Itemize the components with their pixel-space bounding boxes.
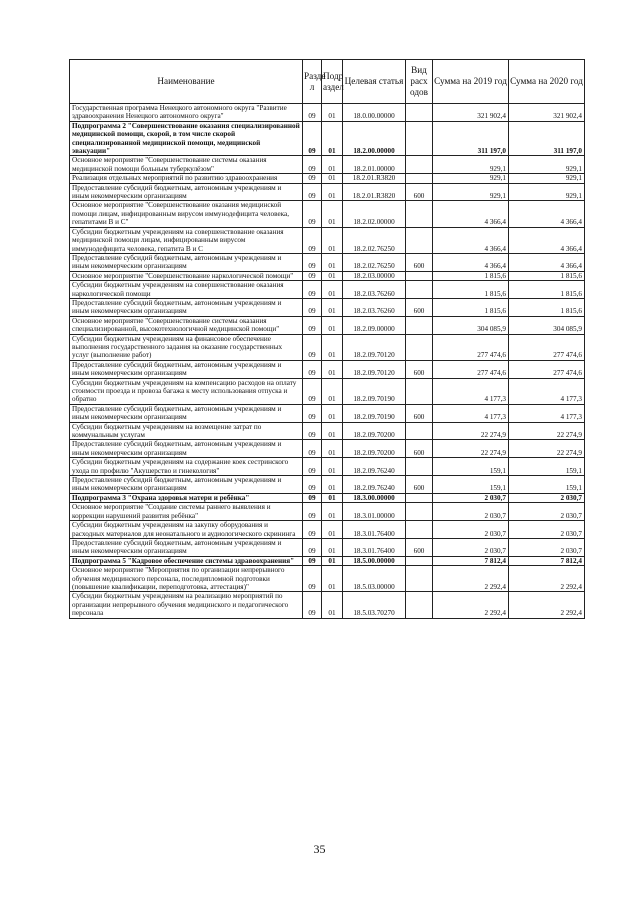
- cell-target: 18.2.01.00000: [343, 156, 406, 174]
- cell-sum-2019: 1 815,6: [433, 271, 509, 280]
- cell-expense-type: 600: [406, 360, 433, 378]
- cell-expense-type: [406, 271, 433, 280]
- cell-subsection: 01: [322, 271, 343, 280]
- cell-expense-type: [406, 458, 433, 476]
- table-row: [70, 422, 585, 440]
- cell-sum-2020: 4 177,3: [509, 378, 585, 404]
- cell-sum-2020: 277 474,6: [509, 334, 585, 360]
- cell-target: 18.2.09.76240: [343, 476, 406, 494]
- cell-target: 18.2.09.70200: [343, 422, 406, 440]
- cell-section: 09: [303, 201, 322, 227]
- table-row: [70, 298, 585, 316]
- cell-target: 18.2.02.00000: [343, 201, 406, 227]
- table-row: [70, 404, 585, 422]
- page-number: 35: [313, 842, 326, 856]
- cell-name: Основное мероприятие "Создание системы раннего выявления и коррекции нарушений развития ребёнка": [70, 503, 303, 521]
- cell-expense-type: [406, 281, 433, 299]
- cell-section: 09: [303, 281, 322, 299]
- cell-name: Реализация отдельных мероприятий по развитию здравоохранения: [70, 174, 303, 183]
- cell-target: 18.5.03.00000: [343, 566, 406, 592]
- cell-expense-type: [406, 378, 433, 404]
- cell-sum-2019: 277 474,6: [433, 360, 509, 378]
- cell-section: 09: [303, 253, 322, 271]
- cell-name: Основное мероприятие "Совершенствование системы оказания медицинской помощи больным туберкулёзом": [70, 156, 303, 174]
- cell-subsection: 01: [322, 592, 343, 618]
- cell-target: 18.2.09.70120: [343, 334, 406, 360]
- cell-sum-2020: 1 815,6: [509, 281, 585, 299]
- cell-subsection: 01: [322, 253, 343, 271]
- cell-subsection: 01: [322, 476, 343, 494]
- cell-sum-2020: 2 030,7: [509, 493, 585, 502]
- cell-expense-type: 600: [406, 183, 433, 201]
- cell-name: Предоставление субсидий бюджетным, автономным учреждениям и иным некоммерческим организациям: [70, 360, 303, 378]
- table-row: [70, 592, 585, 618]
- header-sum-2020: Сумма на 2020 год: [509, 60, 585, 104]
- cell-subsection: 01: [322, 281, 343, 299]
- cell-sum-2019: 321 902,4: [433, 104, 509, 122]
- cell-name: Подпрограмма 2 "Совершенствование оказания специализированной медицинской помощи, скорой, в том числе скорой специализированной медицинской помощи, медицинской эвакуации": [70, 121, 303, 156]
- table-row: [70, 281, 585, 299]
- cell-target: 18.2.00.00000: [343, 121, 406, 156]
- table-row: [70, 360, 585, 378]
- cell-sum-2019: 929,1: [433, 156, 509, 174]
- cell-sum-2019: 22 274,9: [433, 440, 509, 458]
- cell-sum-2019: 159,1: [433, 476, 509, 494]
- cell-section: 09: [303, 538, 322, 556]
- cell-name: Предоставление субсидий бюджетным, автономным учреждениям и иным некоммерческим организациям: [70, 183, 303, 201]
- cell-sum-2019: 4 177,3: [433, 404, 509, 422]
- cell-subsection: 01: [322, 316, 343, 334]
- cell-subsection: 01: [322, 378, 343, 404]
- header-name: Наименование: [70, 60, 303, 104]
- table-row: [70, 174, 585, 183]
- table-row: [70, 521, 585, 539]
- cell-section: 09: [303, 271, 322, 280]
- cell-expense-type: [406, 503, 433, 521]
- cell-subsection: 01: [322, 404, 343, 422]
- header-target: Целевая статья: [343, 60, 406, 104]
- cell-sum-2019: 22 274,9: [433, 422, 509, 440]
- cell-section: 09: [303, 183, 322, 201]
- cell-expense-type: [406, 556, 433, 565]
- cell-target: 18.2.09.70200: [343, 440, 406, 458]
- cell-name: Основное мероприятие "Мероприятия по организации непрерывного обучения медицинского персонала, последипломной подготовки (повышение квалификации, переподготовка, аттестация)": [70, 566, 303, 592]
- cell-section: 09: [303, 316, 322, 334]
- cell-expense-type: [406, 316, 433, 334]
- cell-subsection: 01: [322, 156, 343, 174]
- cell-name: Предоставление субсидий бюджетным, автономным учреждениям и иным некоммерческим организациям: [70, 476, 303, 494]
- table-row: [70, 201, 585, 227]
- table-row: [70, 538, 585, 556]
- table-row: [70, 440, 585, 458]
- cell-name: Основное мероприятие "Совершенствование системы оказания специализированной, высокотехнологичной медицинской помощи": [70, 316, 303, 334]
- cell-sum-2019: 2 292,4: [433, 566, 509, 592]
- cell-name: Субсидии бюджетным учреждениям на финансовое обеспечение выполнения государственного задания на оказание государственных услуг (выполнение работ): [70, 334, 303, 360]
- cell-expense-type: [406, 566, 433, 592]
- cell-expense-type: [406, 121, 433, 156]
- cell-sum-2020: 159,1: [509, 476, 585, 494]
- cell-expense-type: 600: [406, 404, 433, 422]
- cell-sum-2020: 22 274,9: [509, 440, 585, 458]
- cell-name: Субсидии бюджетным учреждениям на компенсацию расходов на оплату стоимости проезда и провоза багажа к месту использования отпуска и обратно: [70, 378, 303, 404]
- table-row: [70, 156, 585, 174]
- cell-subsection: 01: [322, 174, 343, 183]
- cell-section: 09: [303, 422, 322, 440]
- table-row: [70, 476, 585, 494]
- cell-expense-type: 600: [406, 253, 433, 271]
- cell-section: 09: [303, 334, 322, 360]
- cell-name: Предоставление субсидий бюджетным, автономным учреждениям и иным некоммерческим организациям: [70, 404, 303, 422]
- cell-sum-2019: 7 812,4: [433, 556, 509, 565]
- cell-sum-2020: 304 085,9: [509, 316, 585, 334]
- header-type: Вид расх одов: [406, 60, 433, 104]
- budget-table: [69, 59, 585, 619]
- cell-section: 09: [303, 592, 322, 618]
- cell-name: Предоставление субсидий бюджетным, автономным учреждениям и иным некоммерческим организациям: [70, 253, 303, 271]
- cell-expense-type: [406, 493, 433, 502]
- cell-sum-2019: 304 085,9: [433, 316, 509, 334]
- cell-section: 09: [303, 404, 322, 422]
- cell-target: 18.2.09.70190: [343, 378, 406, 404]
- cell-sum-2019: 2 030,7: [433, 493, 509, 502]
- cell-name: Субсидии бюджетным учреждениям на реализацию мероприятий по организации непрерывного обучения медицинского и педагогического персонала: [70, 592, 303, 618]
- cell-expense-type: [406, 422, 433, 440]
- table-row: [70, 458, 585, 476]
- cell-target: 18.2.09.76240: [343, 458, 406, 476]
- cell-sum-2020: 1 815,6: [509, 298, 585, 316]
- table-row: [70, 566, 585, 592]
- cell-sum-2020: 2 292,4: [509, 592, 585, 618]
- cell-subsection: 01: [322, 440, 343, 458]
- cell-section: 09: [303, 298, 322, 316]
- table-row: [70, 227, 585, 253]
- cell-sum-2020: 929,1: [509, 174, 585, 183]
- cell-section: 09: [303, 174, 322, 183]
- cell-sum-2019: 277 474,6: [433, 334, 509, 360]
- cell-sum-2020: 7 812,4: [509, 556, 585, 565]
- cell-sum-2019: 159,1: [433, 458, 509, 476]
- cell-name: Субсидии бюджетным учреждениям на закупку оборудования и расходных материалов для неонатального и аудиологического скрининга: [70, 521, 303, 539]
- cell-name: Основное мероприятие "Совершенствование оказания медицинской помощи лицам, инфицированным вирусом иммунодефицита человека, гепатитами В и С": [70, 201, 303, 227]
- cell-name: Предоставление субсидий бюджетным, автономным учреждениям и иным некоммерческим организациям: [70, 440, 303, 458]
- cell-section: 09: [303, 360, 322, 378]
- cell-target: 18.2.01.R3820: [343, 183, 406, 201]
- cell-section: 09: [303, 121, 322, 156]
- cell-name: Подпрограмма 3 "Охрана здоровья матери и ребёнка": [70, 493, 303, 502]
- cell-name: Основное мероприятие "Совершенствование наркологической помощи": [70, 271, 303, 280]
- cell-section: 09: [303, 458, 322, 476]
- cell-subsection: 01: [322, 458, 343, 476]
- cell-sum-2019: 929,1: [433, 183, 509, 201]
- cell-section: 09: [303, 566, 322, 592]
- header-section: Разде л: [303, 60, 322, 104]
- cell-section: 09: [303, 476, 322, 494]
- cell-section: 09: [303, 503, 322, 521]
- cell-subsection: 01: [322, 556, 343, 565]
- table-header-row: [70, 60, 585, 104]
- cell-target: 18.5.03.70270: [343, 592, 406, 618]
- cell-sum-2020: 22 274,9: [509, 422, 585, 440]
- cell-sum-2019: 4 177,3: [433, 378, 509, 404]
- cell-name: Субсидии бюджетным учреждениям на совершенствование оказания медицинской помощи лицам, инфицированным вирусом иммунодефицита человека, гепатита В и С: [70, 227, 303, 253]
- table-row: [70, 378, 585, 404]
- cell-target: 18.3.01.76400: [343, 538, 406, 556]
- cell-section: 09: [303, 440, 322, 458]
- cell-subsection: 01: [322, 227, 343, 253]
- cell-sum-2019: 2 292,4: [433, 592, 509, 618]
- table-row: [70, 104, 585, 122]
- cell-expense-type: [406, 156, 433, 174]
- cell-sum-2020: 2 030,7: [509, 521, 585, 539]
- cell-expense-type: 600: [406, 476, 433, 494]
- cell-sum-2019: 2 030,7: [433, 503, 509, 521]
- cell-expense-type: [406, 174, 433, 183]
- cell-section: 09: [303, 521, 322, 539]
- cell-name: Субсидии бюджетным учреждениям на совершенствование оказания наркологической помощи: [70, 281, 303, 299]
- cell-sum-2020: 929,1: [509, 156, 585, 174]
- table-row: [70, 503, 585, 521]
- cell-sum-2020: 4 366,4: [509, 201, 585, 227]
- table-body: [70, 104, 585, 619]
- cell-sum-2019: 1 815,6: [433, 281, 509, 299]
- cell-name: Предоставление субсидий бюджетным, автономным учреждениям и иным некоммерческим организациям: [70, 538, 303, 556]
- table-row: [70, 556, 585, 565]
- cell-sum-2020: 277 474,6: [509, 360, 585, 378]
- cell-section: 09: [303, 378, 322, 404]
- header-subsection: Подр аздел: [322, 60, 343, 104]
- cell-subsection: 01: [322, 121, 343, 156]
- cell-expense-type: [406, 334, 433, 360]
- cell-subsection: 01: [322, 538, 343, 556]
- cell-target: 18.3.00.00000: [343, 493, 406, 502]
- cell-target: 18.2.01.R3820: [343, 174, 406, 183]
- cell-sum-2020: 1 815,6: [509, 271, 585, 280]
- cell-name: Подпрограмма 5 "Кадровое обеспечение системы здравоохранения": [70, 556, 303, 565]
- cell-sum-2019: 311 197,0: [433, 121, 509, 156]
- cell-target: 18.3.01.76400: [343, 521, 406, 539]
- cell-sum-2020: 4 366,4: [509, 227, 585, 253]
- cell-subsection: 01: [322, 360, 343, 378]
- table-row: [70, 253, 585, 271]
- cell-target: 18.2.03.76260: [343, 298, 406, 316]
- cell-sum-2020: 4 177,3: [509, 404, 585, 422]
- cell-section: 09: [303, 156, 322, 174]
- cell-expense-type: [406, 104, 433, 122]
- cell-expense-type: [406, 227, 433, 253]
- cell-target: 18.0.00.00000: [343, 104, 406, 122]
- cell-sum-2019: 2 030,7: [433, 538, 509, 556]
- cell-expense-type: 600: [406, 538, 433, 556]
- cell-sum-2020: 2 030,7: [509, 538, 585, 556]
- cell-target: 18.2.09.00000: [343, 316, 406, 334]
- table-row: [70, 493, 585, 502]
- cell-sum-2019: 1 815,6: [433, 298, 509, 316]
- cell-sum-2020: 159,1: [509, 458, 585, 476]
- cell-expense-type: 600: [406, 440, 433, 458]
- cell-expense-type: [406, 592, 433, 618]
- cell-target: 18.2.09.70190: [343, 404, 406, 422]
- cell-name: Субсидии бюджетным учреждениям на возмещение затрат по коммунальным услугам: [70, 422, 303, 440]
- cell-subsection: 01: [322, 201, 343, 227]
- cell-target: 18.5.00.00000: [343, 556, 406, 565]
- cell-section: 09: [303, 104, 322, 122]
- cell-section: 09: [303, 556, 322, 565]
- cell-sum-2019: 4 366,4: [433, 227, 509, 253]
- header-sum-2019: Сумма на 2019 год: [433, 60, 509, 104]
- cell-sum-2020: 4 366,4: [509, 253, 585, 271]
- cell-expense-type: [406, 201, 433, 227]
- cell-target: 18.2.02.76250: [343, 253, 406, 271]
- cell-subsection: 01: [322, 183, 343, 201]
- cell-target: 18.2.02.76250: [343, 227, 406, 253]
- cell-sum-2020: 311 197,0: [509, 121, 585, 156]
- cell-name: Государственная программа Ненецкого автономного округа "Развитие здравоохранения Ненецкого автономного округа": [70, 104, 303, 122]
- cell-subsection: 01: [322, 503, 343, 521]
- cell-sum-2020: 929,1: [509, 183, 585, 201]
- cell-subsection: 01: [322, 298, 343, 316]
- cell-target: 18.2.03.76260: [343, 281, 406, 299]
- table-row: [70, 316, 585, 334]
- cell-subsection: 01: [322, 334, 343, 360]
- cell-target: 18.2.09.70120: [343, 360, 406, 378]
- cell-sum-2019: 929,1: [433, 174, 509, 183]
- cell-sum-2020: 2 292,4: [509, 566, 585, 592]
- cell-subsection: 01: [322, 566, 343, 592]
- table-row: [70, 334, 585, 360]
- cell-subsection: 01: [322, 104, 343, 122]
- cell-name: Предоставление субсидий бюджетным, автономным учреждениям и иным некоммерческим организациям: [70, 298, 303, 316]
- cell-sum-2019: 4 366,4: [433, 253, 509, 271]
- cell-sum-2019: 4 366,4: [433, 201, 509, 227]
- cell-sum-2020: 321 902,4: [509, 104, 585, 122]
- cell-target: 18.2.03.00000: [343, 271, 406, 280]
- cell-sum-2019: 2 030,7: [433, 521, 509, 539]
- cell-subsection: 01: [322, 422, 343, 440]
- cell-subsection: 01: [322, 493, 343, 502]
- cell-section: 09: [303, 493, 322, 502]
- table-row: [70, 271, 585, 280]
- cell-sum-2020: 2 030,7: [509, 503, 585, 521]
- cell-target: 18.3.01.00000: [343, 503, 406, 521]
- table-row: [70, 183, 585, 201]
- cell-expense-type: 600: [406, 298, 433, 316]
- cell-expense-type: [406, 521, 433, 539]
- cell-subsection: 01: [322, 521, 343, 539]
- cell-section: 09: [303, 227, 322, 253]
- cell-name: Субсидии бюджетным учреждениям на содержание коек сестринского ухода по профилю "Акушерство и гинекология": [70, 458, 303, 476]
- table-row: [70, 121, 585, 156]
